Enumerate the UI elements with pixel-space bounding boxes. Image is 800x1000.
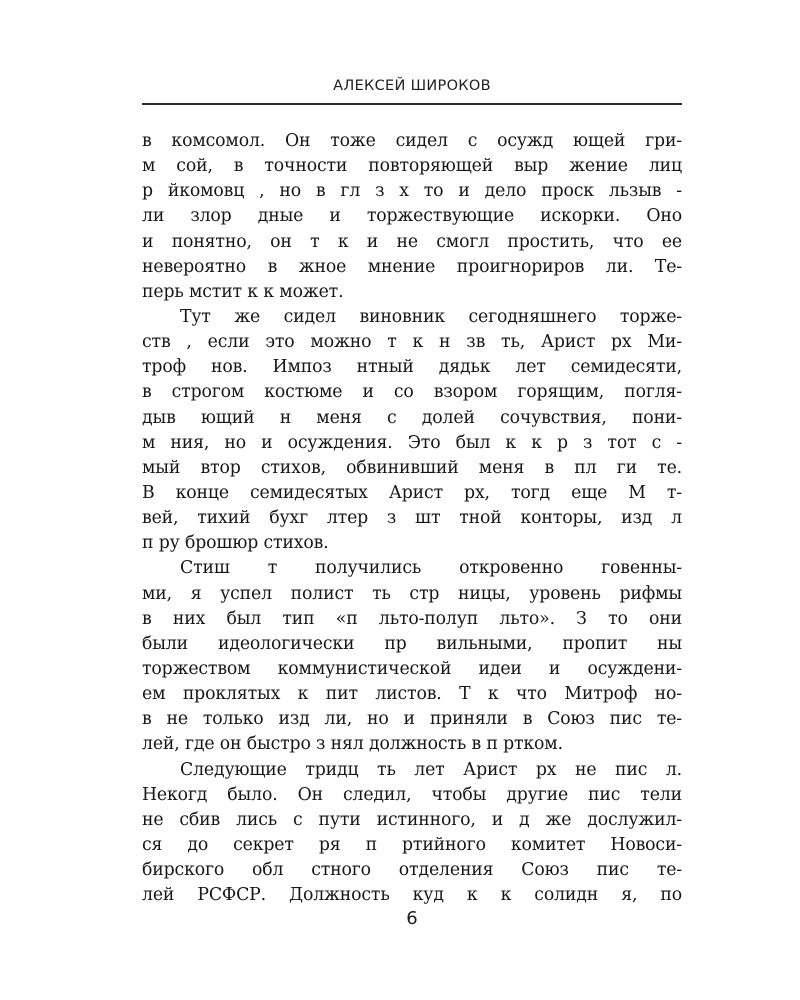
header-rule [142,103,682,105]
text-line: в них был тип «п льто-полуп льто». З то они [142,608,682,629]
text-line: р йкомовц , но в гл з х то и дело проск льзыв - [142,181,682,202]
page-number: 6 [406,908,418,929]
text-line: Некогд было. Он следил, чтобы другие пис тели [142,784,682,805]
text-line: м ния, но и осуждения. Это был к к р з тот с - [142,432,682,453]
text-line: ми, я успел полист ть стр ницы, уровень рифмы [142,583,682,604]
text-line: были идеологически пр вильными, пропит ны [142,633,682,654]
text-line: не сбив лись с пути истинного, и д же дослужил- [142,809,682,830]
text-line: Следующие тридц ть лет Арист рх не пис л. [180,759,682,780]
text-line: ли злор дные и торжествующие искорки. Оно [142,206,682,227]
text-line: торжеством коммунистической идеи и осуждени- [142,658,682,679]
text-line: в комсомол. Он тоже сидел с осужд ющей гри- [142,131,682,151]
text-line: бирского обл стного отделения Союз пис те- [142,860,682,881]
text-line: в не только изд ли, но и приняли в Союз пис те- [142,709,682,730]
text-line: мый втор стихов, обвинивший меня в пл ги те. [142,457,682,478]
text-line: ся до секрет ря п ртийного комитет Новоси- [142,834,682,855]
text-line: Стиш т получились откровенно говенны- [180,558,682,579]
text-line: В конце семидесятых Арист рх, тогд еще М т- [142,482,682,503]
text-line: дыв ющий н меня с долей сочувствия, пони- [142,407,682,428]
text-line: троф нов. Импоз нтный дядьк лет семидесяти, [142,357,682,378]
text-line: ем проклятых к пит листов. Т к что Митроф но- [142,684,682,705]
text-line: перь мстит к к может. [142,281,344,302]
text-line: невероятно в жное мнение проигнориров ли. Те- [142,256,682,277]
text-line: лей, где он быстро з нял должность в п ртком. [142,734,563,755]
text-line: п ру брошюр стихов. [142,533,329,554]
text-line: м сой, в точности повторяющей выр жение лиц [142,156,682,177]
text-line: в строгом костюме и со взором горящим, погля- [142,382,682,403]
text-line: Тут же сидел виновник сегодняшнего торже- [180,306,682,327]
text-line: лей РСФСР. Должность куд к к солидн я, по [142,885,682,906]
running-head: АЛЕКСЕЙ ШИРОКОВ [333,78,491,94]
text-line: вей, тихий бухг лтер з шт тной конторы, изд л [142,508,682,529]
text-line: ств , если это можно т к н зв ть, Арист рх Ми- [142,332,682,353]
text-line: и понятно, он т к и не смогл простить, что ее [142,231,682,252]
body-text [142,129,682,908]
